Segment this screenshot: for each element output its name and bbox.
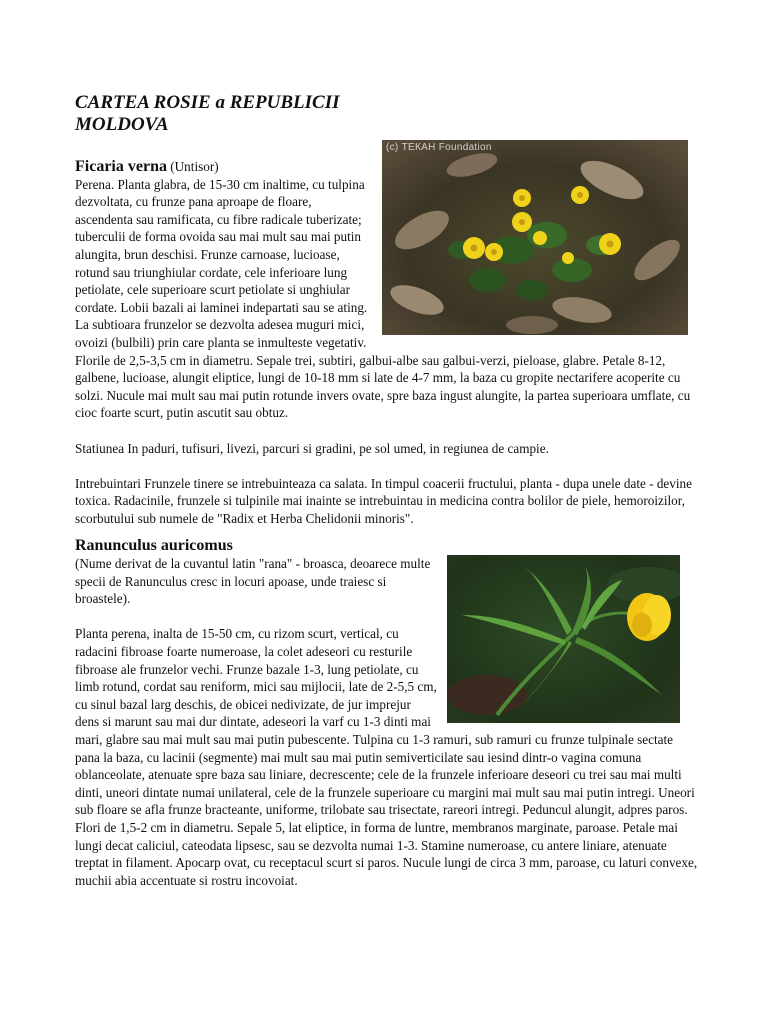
ficaria-uses: Intrebuintari Frunzele tinere se intrebuinteaza ca salata. In timpul coacerii fructului, planta - dupa unele date - devine toxica. Radacinile, frunzele si tulpinile mai inainte se intrebuintau in medicina contra bolilor de piele, hemoroizilor, scorbutului sub numele de "Radix et Herba Chelidonii minoris". [75,475,692,526]
photo-watermark: (c) ТЕКАН Foundation [386,142,492,153]
document-title: CARTEA ROSIE a REPUBLICII MOLDOVA [75,92,340,135]
ficaria-habitat: Statiunea In paduri, tufisuri, livezi, parcuri si gradini, pe sol umed, in regiunea de campie. [75,440,549,456]
document-page [75,92,700,889]
ficaria-photo-graphic [382,140,688,335]
ranunculus-photo-graphic [447,555,680,723]
ranunculus-photo [447,555,680,723]
ranunculus-latin-name: Ranunculus auricomus [75,537,233,555]
ficaria-description: Perena. Planta glabra, de 15-30 cm inaltime, cu tulpina dezvoltata, cu frunze pana aproape de floare, ascendenta sau ramificata, cu fibre radicale tuberizate; tuberculii de forma ovoida sau mai mult sau mai putin alungita, brun deschisi. Frunze carnoase, lucioase, rotund sau triunghiular cordate, cele inferioare lung petiolate, cele superioare scurt petiolate si unghiular cordate. Lobii bazali ai laminei indepartati sau se ating. La subtioara frunzelor se dezvolta adesea muguri mici, ovoizi (bulbili) prin care planta se inmulteste vegetativ. Florile de 2,5-3,5 cm in diametru. Sepale trei, subtiri, galbui-albe sau galbui-verzi, pieloase, glabre. Petale 8-12, galbene, lucioase, alungit eliptice, lungi de 10-18 mm si late de 4-7 mm, la baza cu gropite nectarifere acoperite cu solzi. Nucule mai mult sau mai putin rotunde invers ovate, spre baza ingust alungite, la partea superioara umflate, cu cioc foarte scurt, putin ascutit sau obtuz. [75,176,691,421]
ranunculus-etymology: (Nume derivat de la cuvantul latin "rana" - broasca, deoarece multe specii de Ranunculus cresc in locuri apoase, unde traiesc si broastele). [75,556,431,607]
ranunculus-heading [75,537,700,555]
ficaria-common-name: (Untisor) [170,159,219,174]
ranunculus-section [75,537,700,889]
ranunculus-description: Planta perena, inalta de 15-50 cm, cu rizom scurt, vertical, cu radacini fibroase foarte numeroase, la colet adeseori cu resturile fibroase ale frunzelor vechi. Frunze bazale 1-3, lung petiolate, cu limb rotund, cordat sau reniform, mici sau mijlocii, late de 2-5,5 cm, cu sinul bazal larg deschis, de obicei nedivizate, de jur imprejur dens si marunt sau mai dur dintate, adeseori la varf cu 1-3 dinti mai mari, glabre sau mai mult sau mai putin pubescente. Tulpina cu 1-3 ramuri, sub ramuri cu frunze tulpinale sectate pana la baza, cu lacinii (segmente) mai mult sau mai putin semiverticilate sau iesind dintr-o vagina comuna oblanceolate, atenuate spre baza sau liniare, decrescente; cele de la frunzele inferioare deseori cu trei sau mai multi dinti, uneori dintate numai unilateral, cele de la frunzele superioare cu margini mai mult sau mai putin intregi. Uneori sub floare se afla frunze bracteante, uniforme, trilobate sau trisectate, rareori intregi. Peduncul alungit, adpres paros. Flori de 1,5-2 cm in diametru. Sepale 5, lat eliptice, in forma de luntre, membranos marginate, paroase. Petale mai lungi decat caliciul, cateodata lipsesc, sau se dezvolta numai 1-3. Stamine numeroase, cu antere liniare, atenuate treptat in filament. Apocarp ovat, cu receptacul scurt si paros. Nucule lungi de circa 3 mm, paroase, cu laturi convexe, muchii abia accentuate si rostru incovoiat. [75,626,698,888]
ficaria-latin-name: Ficaria verna [75,158,167,175]
ficaria-photo [382,140,688,335]
